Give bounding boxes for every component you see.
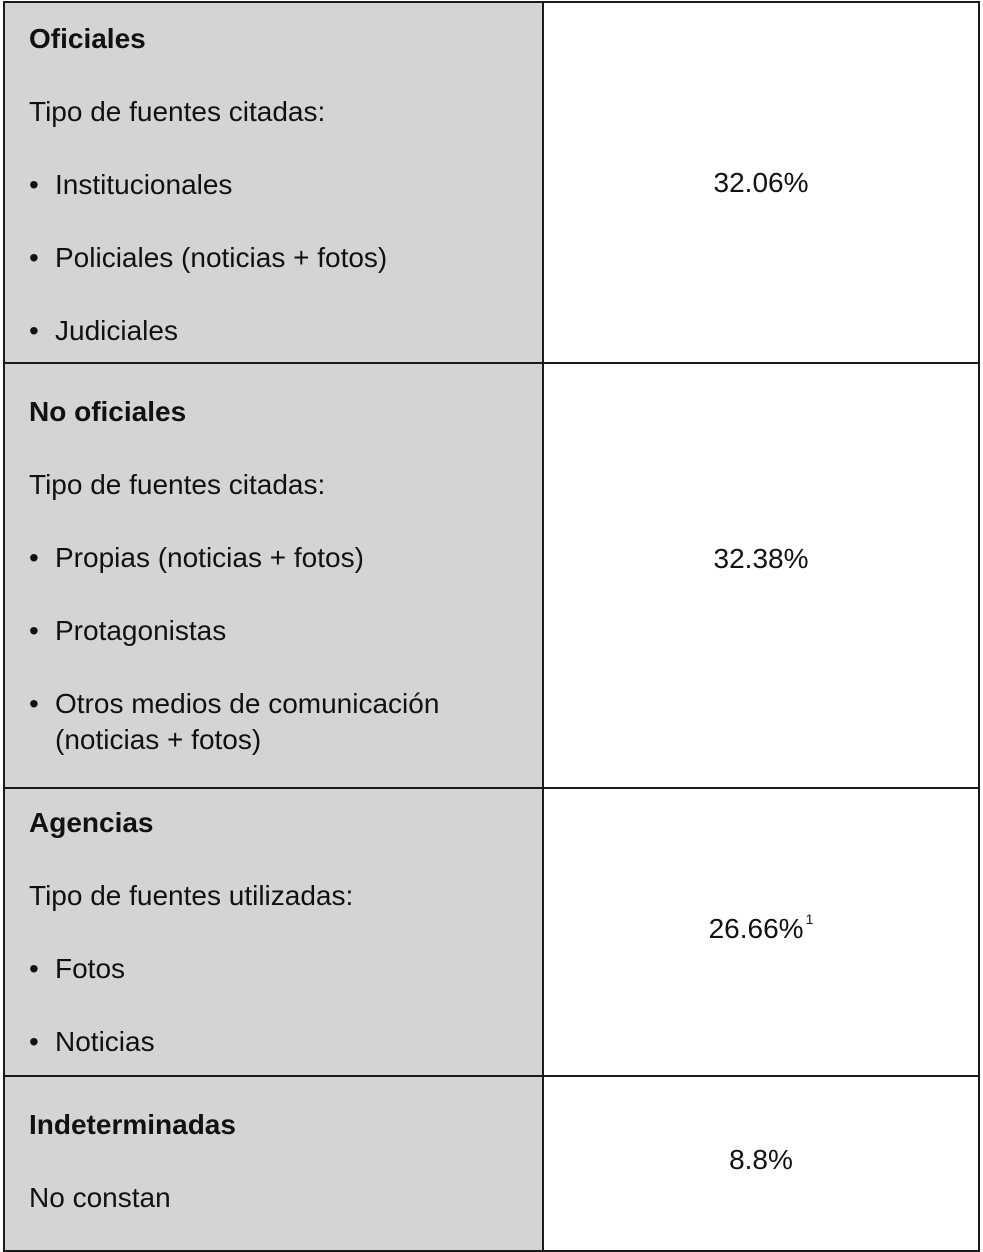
list-item-label: Policiales (noticias + fotos) (55, 242, 388, 273)
list-item (29, 951, 542, 987)
table-row-agencias (5, 789, 978, 1077)
sources-table (3, 1, 980, 1252)
table-row-oficiales (5, 3, 978, 364)
table-row-no-oficiales (5, 364, 978, 789)
bullet-icon: • (29, 953, 39, 984)
category-cell (5, 3, 544, 362)
category-cell (5, 364, 544, 787)
source-type-list (29, 951, 542, 1060)
list-item (29, 613, 542, 649)
category-heading: Agencias (29, 807, 154, 838)
category-subtitle: Tipo de fuentes citadas: (29, 469, 326, 500)
percentage-cell (544, 364, 978, 787)
category-heading: Indeterminadas (29, 1109, 236, 1140)
list-item (29, 1024, 542, 1060)
percentage-value: 26.66% (708, 913, 804, 944)
source-type-list (29, 167, 542, 349)
bullet-icon: • (29, 242, 39, 273)
bullet-icon: • (29, 688, 39, 719)
list-item (29, 540, 542, 576)
percentage-value: 32.06% (713, 166, 809, 198)
list-item-label: Otros medios de comunicación (noticias + fotos) (55, 688, 440, 755)
percentage-cell (544, 789, 978, 1075)
percentage-wrapper (709, 913, 814, 945)
list-item-label: Institucionales (55, 169, 233, 200)
percentage-value: 8.8% (729, 1143, 793, 1175)
category-cell (5, 789, 544, 1075)
list-item-label: Judiciales (55, 315, 178, 346)
bullet-icon: • (29, 542, 39, 573)
category-subtitle: Tipo de fuentes citadas: (29, 96, 326, 127)
table-row-indeterminadas (5, 1077, 978, 1250)
bullet-icon: • (29, 1026, 39, 1057)
percentage-cell (544, 1077, 978, 1250)
list-item-label: Propias (noticias + fotos) (55, 542, 364, 573)
category-cell (5, 1077, 544, 1250)
list-item (29, 240, 542, 276)
category-subtitle: No constan (29, 1182, 171, 1213)
list-item (29, 686, 542, 758)
category-heading: Oficiales (29, 23, 146, 54)
list-item-label: Protagonistas (55, 615, 227, 646)
bullet-icon: • (29, 315, 39, 346)
list-item-label: Fotos (55, 953, 126, 984)
bullet-icon: • (29, 615, 39, 646)
percentage-value: 32.38% (713, 542, 809, 574)
category-subtitle: Tipo de fuentes utilizadas: (29, 880, 354, 911)
percentage-cell (544, 3, 978, 362)
source-type-list (29, 540, 542, 758)
list-item-label: Noticias (55, 1026, 155, 1057)
list-item (29, 167, 542, 203)
category-heading: No oficiales (29, 396, 187, 427)
footnote-marker: 1 (805, 911, 814, 927)
list-item (29, 313, 542, 349)
bullet-icon: • (29, 169, 39, 200)
